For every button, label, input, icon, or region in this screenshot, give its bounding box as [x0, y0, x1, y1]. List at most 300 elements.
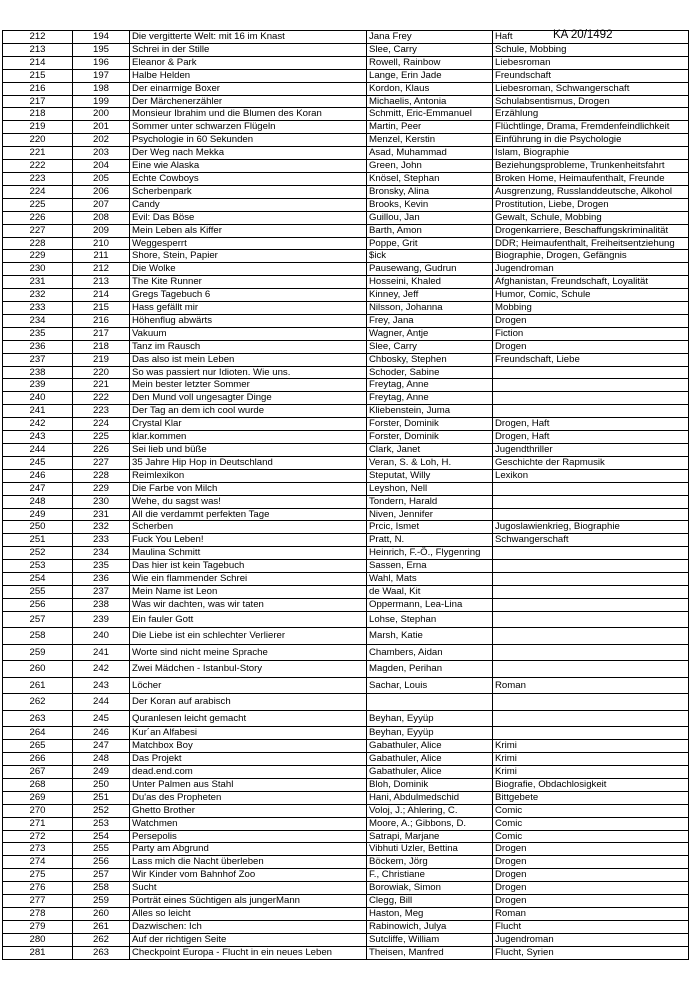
table-row	[3, 534, 689, 547]
item-number-cell: 197	[73, 69, 130, 82]
table-row	[3, 302, 689, 315]
topic-cell: Flüchtlinge, Drama, Fremdenfeindlichkeit	[493, 121, 689, 134]
title-cell: Maulina Schmitt	[130, 547, 367, 560]
title-cell: Die vergitterte Welt: mit 16 im Knast	[130, 31, 367, 44]
author-cell: Beyhan, Eyyüp	[367, 710, 493, 727]
row-number-cell: 277	[3, 895, 73, 908]
table-row	[3, 56, 689, 69]
title-cell: Der Tag an dem ich cool wurde	[130, 405, 367, 418]
author-cell: Steputat, Willy	[367, 469, 493, 482]
title-cell: Sucht	[130, 882, 367, 895]
row-number-cell: 216	[3, 82, 73, 95]
item-number-cell: 231	[73, 508, 130, 521]
title-cell: Den Mund voll ungesagter Dinge	[130, 392, 367, 405]
table-row	[3, 791, 689, 804]
row-number-cell: 235	[3, 327, 73, 340]
row-number-cell: 266	[3, 753, 73, 766]
title-cell: Gregs Tagebuch 6	[130, 289, 367, 302]
item-number-cell: 243	[73, 677, 130, 694]
table-row	[3, 907, 689, 920]
topic-cell: Drogen, Haft	[493, 431, 689, 444]
title-cell: Löcher	[130, 677, 367, 694]
item-number-cell: 221	[73, 379, 130, 392]
item-number-cell: 237	[73, 585, 130, 598]
title-cell: Fuck You Leben!	[130, 534, 367, 547]
table-row	[3, 895, 689, 908]
topic-cell: Bittgebete	[493, 791, 689, 804]
topic-cell: Mobbing	[493, 302, 689, 315]
table-row	[3, 327, 689, 340]
row-number-cell: 270	[3, 804, 73, 817]
table-row	[3, 289, 689, 302]
row-number-cell: 243	[3, 431, 73, 444]
row-number-cell: 225	[3, 198, 73, 211]
title-cell: Vakuum	[130, 327, 367, 340]
table-row	[3, 856, 689, 869]
title-cell: Ghetto Brother	[130, 804, 367, 817]
row-number-cell: 212	[3, 31, 73, 44]
title-cell: Porträt eines Süchtigen als jungerMann	[130, 895, 367, 908]
author-cell: Sassen, Erna	[367, 560, 493, 573]
author-cell: Chbosky, Stephen	[367, 353, 493, 366]
author-cell: Gabathuler, Alice	[367, 766, 493, 779]
author-cell: Chambers, Aidan	[367, 644, 493, 661]
title-cell: Eine wie Alaska	[130, 160, 367, 173]
row-number-cell: 237	[3, 353, 73, 366]
author-cell: Pausewang, Gudrun	[367, 263, 493, 276]
topic-cell	[493, 628, 689, 645]
item-number-cell: 261	[73, 920, 130, 933]
author-cell: Jana Frey	[367, 31, 493, 44]
row-number-cell: 272	[3, 830, 73, 843]
topic-cell	[493, 598, 689, 611]
item-number-cell: 257	[73, 869, 130, 882]
title-cell: Auf der richtigen Seite	[130, 933, 367, 946]
table-row	[3, 946, 689, 959]
table-row	[3, 830, 689, 843]
table-row	[3, 817, 689, 830]
author-cell: Wahl, Mats	[367, 573, 493, 586]
title-cell: Checkpoint Europa - Flucht in ein neues Leben	[130, 946, 367, 959]
item-number-cell: 194	[73, 31, 130, 44]
table-row	[3, 495, 689, 508]
topic-cell: Flucht	[493, 920, 689, 933]
row-number-cell: 214	[3, 56, 73, 69]
topic-cell	[493, 392, 689, 405]
topic-cell: Biographie, Drogen, Gefängnis	[493, 250, 689, 263]
item-number-cell: 215	[73, 302, 130, 315]
author-cell: Sutcliffe, William	[367, 933, 493, 946]
author-cell: Rabinowich, Julya	[367, 920, 493, 933]
title-cell: Der Märchenerzähler	[130, 95, 367, 108]
item-number-cell: 233	[73, 534, 130, 547]
row-number-cell: 257	[3, 611, 73, 628]
author-cell: Martin, Peer	[367, 121, 493, 134]
topic-cell	[493, 560, 689, 573]
topic-cell: Ausgrenzung, Russlanddeutsche, Alkohol	[493, 185, 689, 198]
topic-cell: Beziehungsprobleme, Trunkenheitsfahrt	[493, 160, 689, 173]
title-cell: Alles so leicht	[130, 907, 367, 920]
row-number-cell: 218	[3, 108, 73, 121]
topic-cell: Drogen	[493, 882, 689, 895]
author-cell: Voloj, J.; Ahlering, C.	[367, 804, 493, 817]
row-number-cell: 244	[3, 444, 73, 457]
item-number-cell: 199	[73, 95, 130, 108]
title-cell: Crystal Klar	[130, 418, 367, 431]
row-number-cell: 246	[3, 469, 73, 482]
item-number-cell: 251	[73, 791, 130, 804]
table-row	[3, 69, 689, 82]
author-cell: Böckem, Jörg	[367, 856, 493, 869]
row-number-cell: 271	[3, 817, 73, 830]
row-number-cell: 273	[3, 843, 73, 856]
title-cell: Dazwischen: Ich	[130, 920, 367, 933]
author-cell: Nilsson, Johanna	[367, 302, 493, 315]
topic-cell: Humor, Comic, Schule	[493, 289, 689, 302]
row-number-cell: 280	[3, 933, 73, 946]
topic-cell: Gewalt, Schule, Mobbing	[493, 211, 689, 224]
topic-cell: Geschichte der Rapmusik	[493, 456, 689, 469]
item-number-cell: 240	[73, 628, 130, 645]
table-row	[3, 211, 689, 224]
item-number-cell: 214	[73, 289, 130, 302]
item-number-cell: 246	[73, 727, 130, 740]
item-number-cell: 250	[73, 778, 130, 791]
topic-cell	[493, 547, 689, 560]
row-number-cell: 275	[3, 869, 73, 882]
table-row	[3, 224, 689, 237]
item-number-cell: 205	[73, 172, 130, 185]
title-cell: So was passiert nur Idioten. Wie uns.	[130, 366, 367, 379]
title-cell: Wehe, du sagst was!	[130, 495, 367, 508]
table-row	[3, 314, 689, 327]
item-number-cell: 196	[73, 56, 130, 69]
author-cell: Prcic, Ismet	[367, 521, 493, 534]
table-row	[3, 108, 689, 121]
title-cell: Tanz im Rausch	[130, 340, 367, 353]
title-cell: Eleanor & Park	[130, 56, 367, 69]
table-row	[3, 933, 689, 946]
row-number-cell: 279	[3, 920, 73, 933]
author-cell: Rowell, Rainbow	[367, 56, 493, 69]
author-cell	[367, 694, 493, 711]
document-stamp: KA 20/1492	[553, 29, 613, 41]
author-cell: Slee, Carry	[367, 43, 493, 56]
row-number-cell: 220	[3, 134, 73, 147]
topic-cell: Afghanistan, Freundschaft, Loyalität	[493, 276, 689, 289]
table-row	[3, 172, 689, 185]
topic-cell: Haft	[493, 31, 689, 44]
topic-cell: Erzählung	[493, 108, 689, 121]
item-number-cell: 249	[73, 766, 130, 779]
author-cell: Bloh, Dominik	[367, 778, 493, 791]
table-row	[3, 778, 689, 791]
item-number-cell: 223	[73, 405, 130, 418]
title-cell: Du'as des Propheten	[130, 791, 367, 804]
table-row	[3, 644, 689, 661]
topic-cell: Jugendroman	[493, 933, 689, 946]
topic-cell: Drogen	[493, 843, 689, 856]
table-row	[3, 740, 689, 753]
author-cell: Clark, Janet	[367, 444, 493, 457]
table-row	[3, 392, 689, 405]
item-number-cell: 229	[73, 482, 130, 495]
author-cell: Guillou, Jan	[367, 211, 493, 224]
row-number-cell: 236	[3, 340, 73, 353]
item-number-cell: 255	[73, 843, 130, 856]
row-number-cell: 268	[3, 778, 73, 791]
table-row	[3, 250, 689, 263]
topic-cell: Roman	[493, 677, 689, 694]
table-row	[3, 379, 689, 392]
title-cell: Reimlexikon	[130, 469, 367, 482]
row-number-cell: 231	[3, 276, 73, 289]
item-number-cell: 202	[73, 134, 130, 147]
row-number-cell: 269	[3, 791, 73, 804]
title-cell: All die verdammt perfekten Tage	[130, 508, 367, 521]
author-cell: Pratt, N.	[367, 534, 493, 547]
row-number-cell: 217	[3, 95, 73, 108]
table-row	[3, 521, 689, 534]
row-number-cell: 274	[3, 856, 73, 869]
title-cell: Das Projekt	[130, 753, 367, 766]
item-number-cell: 248	[73, 753, 130, 766]
table-row	[3, 598, 689, 611]
table-row	[3, 694, 689, 711]
title-cell: Candy	[130, 198, 367, 211]
table-row	[3, 121, 689, 134]
author-cell: Satrapi, Marjane	[367, 830, 493, 843]
item-number-cell: 230	[73, 495, 130, 508]
row-number-cell: 229	[3, 250, 73, 263]
author-cell: Leyshon, Nell	[367, 482, 493, 495]
author-cell: Veran, S. & Loh, H.	[367, 456, 493, 469]
item-number-cell: 234	[73, 547, 130, 560]
topic-cell: Einführung in die Psychologie	[493, 134, 689, 147]
author-cell: Forster, Dominik	[367, 418, 493, 431]
item-number-cell: 258	[73, 882, 130, 895]
row-number-cell: 259	[3, 644, 73, 661]
topic-cell: Comic	[493, 830, 689, 843]
item-number-cell: 207	[73, 198, 130, 211]
topic-cell	[493, 573, 689, 586]
author-cell: Magden, Perihan	[367, 661, 493, 678]
author-cell: Heinrich, F.-Ö., Flygenring	[367, 547, 493, 560]
row-number-cell: 247	[3, 482, 73, 495]
item-number-cell: 232	[73, 521, 130, 534]
author-cell: Marsh, Katie	[367, 628, 493, 645]
topic-cell	[493, 611, 689, 628]
row-number-cell: 230	[3, 263, 73, 276]
author-cell: Barth, Amon	[367, 224, 493, 237]
topic-cell: Drogen	[493, 869, 689, 882]
topic-cell: Jugendthriller	[493, 444, 689, 457]
author-cell: Beyhan, Eyyüp	[367, 727, 493, 740]
topic-cell	[493, 727, 689, 740]
topic-cell: Krimi	[493, 740, 689, 753]
row-number-cell: 227	[3, 224, 73, 237]
author-cell: Brooks, Kevin	[367, 198, 493, 211]
table-row	[3, 456, 689, 469]
table-row	[3, 661, 689, 678]
topic-cell: Drogen	[493, 895, 689, 908]
topic-cell: Schulabsentismus, Drogen	[493, 95, 689, 108]
row-number-cell: 250	[3, 521, 73, 534]
author-cell: Lange, Erin Jade	[367, 69, 493, 82]
table-row	[3, 263, 689, 276]
item-number-cell: 238	[73, 598, 130, 611]
author-cell: Poppe, Grit	[367, 237, 493, 250]
item-number-cell: 245	[73, 710, 130, 727]
topic-cell: Biografie, Obdachlosigkeit	[493, 778, 689, 791]
author-cell: Vibhuti Uzler, Bettina	[367, 843, 493, 856]
topic-cell	[493, 495, 689, 508]
author-cell: Gabathuler, Alice	[367, 753, 493, 766]
row-number-cell: 260	[3, 661, 73, 678]
item-number-cell: 219	[73, 353, 130, 366]
book-list-body	[3, 31, 689, 960]
row-number-cell: 263	[3, 710, 73, 727]
topic-cell	[493, 379, 689, 392]
author-cell: Schoder, Sabine	[367, 366, 493, 379]
title-cell: Das hier ist kein Tagebuch	[130, 560, 367, 573]
author-cell: de Waal, Kit	[367, 585, 493, 598]
row-number-cell: 265	[3, 740, 73, 753]
row-number-cell: 255	[3, 585, 73, 598]
title-cell: Psychologie in 60 Sekunden	[130, 134, 367, 147]
title-cell: Höhenflug abwärts	[130, 314, 367, 327]
item-number-cell: 242	[73, 661, 130, 678]
author-cell: Kordon, Klaus	[367, 82, 493, 95]
row-number-cell: 213	[3, 43, 73, 56]
title-cell: Schrei in der Stille	[130, 43, 367, 56]
title-cell: Shore, Stein, Papier	[130, 250, 367, 263]
table-row	[3, 573, 689, 586]
title-cell: Mein Name ist Leon	[130, 585, 367, 598]
title-cell: The Kite Runner	[130, 276, 367, 289]
table-row	[3, 843, 689, 856]
table-row	[3, 31, 689, 44]
topic-cell: Islam, Biographie	[493, 147, 689, 160]
title-cell: Party am Abgrund	[130, 843, 367, 856]
item-number-cell: 210	[73, 237, 130, 250]
topic-cell: Lexikon	[493, 469, 689, 482]
topic-cell: Flucht, Syrien	[493, 946, 689, 959]
table-row	[3, 160, 689, 173]
row-number-cell: 245	[3, 456, 73, 469]
author-cell: Bronsky, Alina	[367, 185, 493, 198]
title-cell: Kur´an Alfabesi	[130, 727, 367, 740]
topic-cell: Schule, Mobbing	[493, 43, 689, 56]
row-number-cell: 252	[3, 547, 73, 560]
item-number-cell: 213	[73, 276, 130, 289]
item-number-cell: 203	[73, 147, 130, 160]
author-cell: Freytag, Anne	[367, 392, 493, 405]
title-cell: Das also ist mein Leben	[130, 353, 367, 366]
title-cell: Evil: Das Böse	[130, 211, 367, 224]
item-number-cell: 263	[73, 946, 130, 959]
table-row	[3, 482, 689, 495]
author-cell: Tondern, Harald	[367, 495, 493, 508]
table-row	[3, 43, 689, 56]
row-number-cell: 219	[3, 121, 73, 134]
row-number-cell: 232	[3, 289, 73, 302]
author-cell: Haston, Meg	[367, 907, 493, 920]
row-number-cell: 222	[3, 160, 73, 173]
topic-cell: Roman	[493, 907, 689, 920]
title-cell: Mein Leben als Kiffer	[130, 224, 367, 237]
row-number-cell: 278	[3, 907, 73, 920]
row-number-cell: 228	[3, 237, 73, 250]
title-cell: Die Wolke	[130, 263, 367, 276]
item-number-cell: 241	[73, 644, 130, 661]
item-number-cell: 259	[73, 895, 130, 908]
title-cell: Die Farbe von Milch	[130, 482, 367, 495]
row-number-cell: 224	[3, 185, 73, 198]
item-number-cell: 262	[73, 933, 130, 946]
topic-cell: Prostitution, Liebe, Drogen	[493, 198, 689, 211]
topic-cell	[493, 405, 689, 418]
item-number-cell: 209	[73, 224, 130, 237]
author-cell: Clegg, Bill	[367, 895, 493, 908]
author-cell: Oppermann, Lea-Lina	[367, 598, 493, 611]
title-cell: Der einarmige Boxer	[130, 82, 367, 95]
table-row	[3, 766, 689, 779]
item-number-cell: 225	[73, 431, 130, 444]
table-row	[3, 547, 689, 560]
title-cell: klar.kommen	[130, 431, 367, 444]
author-cell: Menzel, Kerstin	[367, 134, 493, 147]
row-number-cell: 226	[3, 211, 73, 224]
item-number-cell: 253	[73, 817, 130, 830]
item-number-cell: 226	[73, 444, 130, 457]
author-cell: Frey, Jana	[367, 314, 493, 327]
item-number-cell: 227	[73, 456, 130, 469]
topic-cell: Krimi	[493, 766, 689, 779]
table-row	[3, 353, 689, 366]
table-row	[3, 82, 689, 95]
table-row	[3, 469, 689, 482]
table-row	[3, 869, 689, 882]
item-number-cell: 252	[73, 804, 130, 817]
title-cell: Die Liebe ist ein schlechter Verlierer	[130, 628, 367, 645]
table-row	[3, 727, 689, 740]
item-number-cell: 236	[73, 573, 130, 586]
row-number-cell: 233	[3, 302, 73, 315]
topic-cell: Jugoslawienkrieg, Biographie	[493, 521, 689, 534]
topic-cell	[493, 694, 689, 711]
author-cell: Slee, Carry	[367, 340, 493, 353]
topic-cell: DDR; Heimaufenthalt, Freiheitsentziehung	[493, 237, 689, 250]
item-number-cell: 200	[73, 108, 130, 121]
author-cell: Moore, A.; Gibbons, D.	[367, 817, 493, 830]
author-cell: Theisen, Manfred	[367, 946, 493, 959]
author-cell: Borowiak, Simon	[367, 882, 493, 895]
title-cell: Echte Cowboys	[130, 172, 367, 185]
table-row	[3, 405, 689, 418]
item-number-cell: 195	[73, 43, 130, 56]
topic-cell: Comic	[493, 817, 689, 830]
topic-cell: Freundschaft	[493, 69, 689, 82]
title-cell: Scherbenpark	[130, 185, 367, 198]
table-row	[3, 611, 689, 628]
topic-cell: Broken Home, Heimaufenthalt, Freunde	[493, 172, 689, 185]
table-row	[3, 710, 689, 727]
author-cell: Freytag, Anne	[367, 379, 493, 392]
author-cell: Gabathuler, Alice	[367, 740, 493, 753]
title-cell: Wir Kinder vom Bahnhof Zoo	[130, 869, 367, 882]
topic-cell: Comic	[493, 804, 689, 817]
